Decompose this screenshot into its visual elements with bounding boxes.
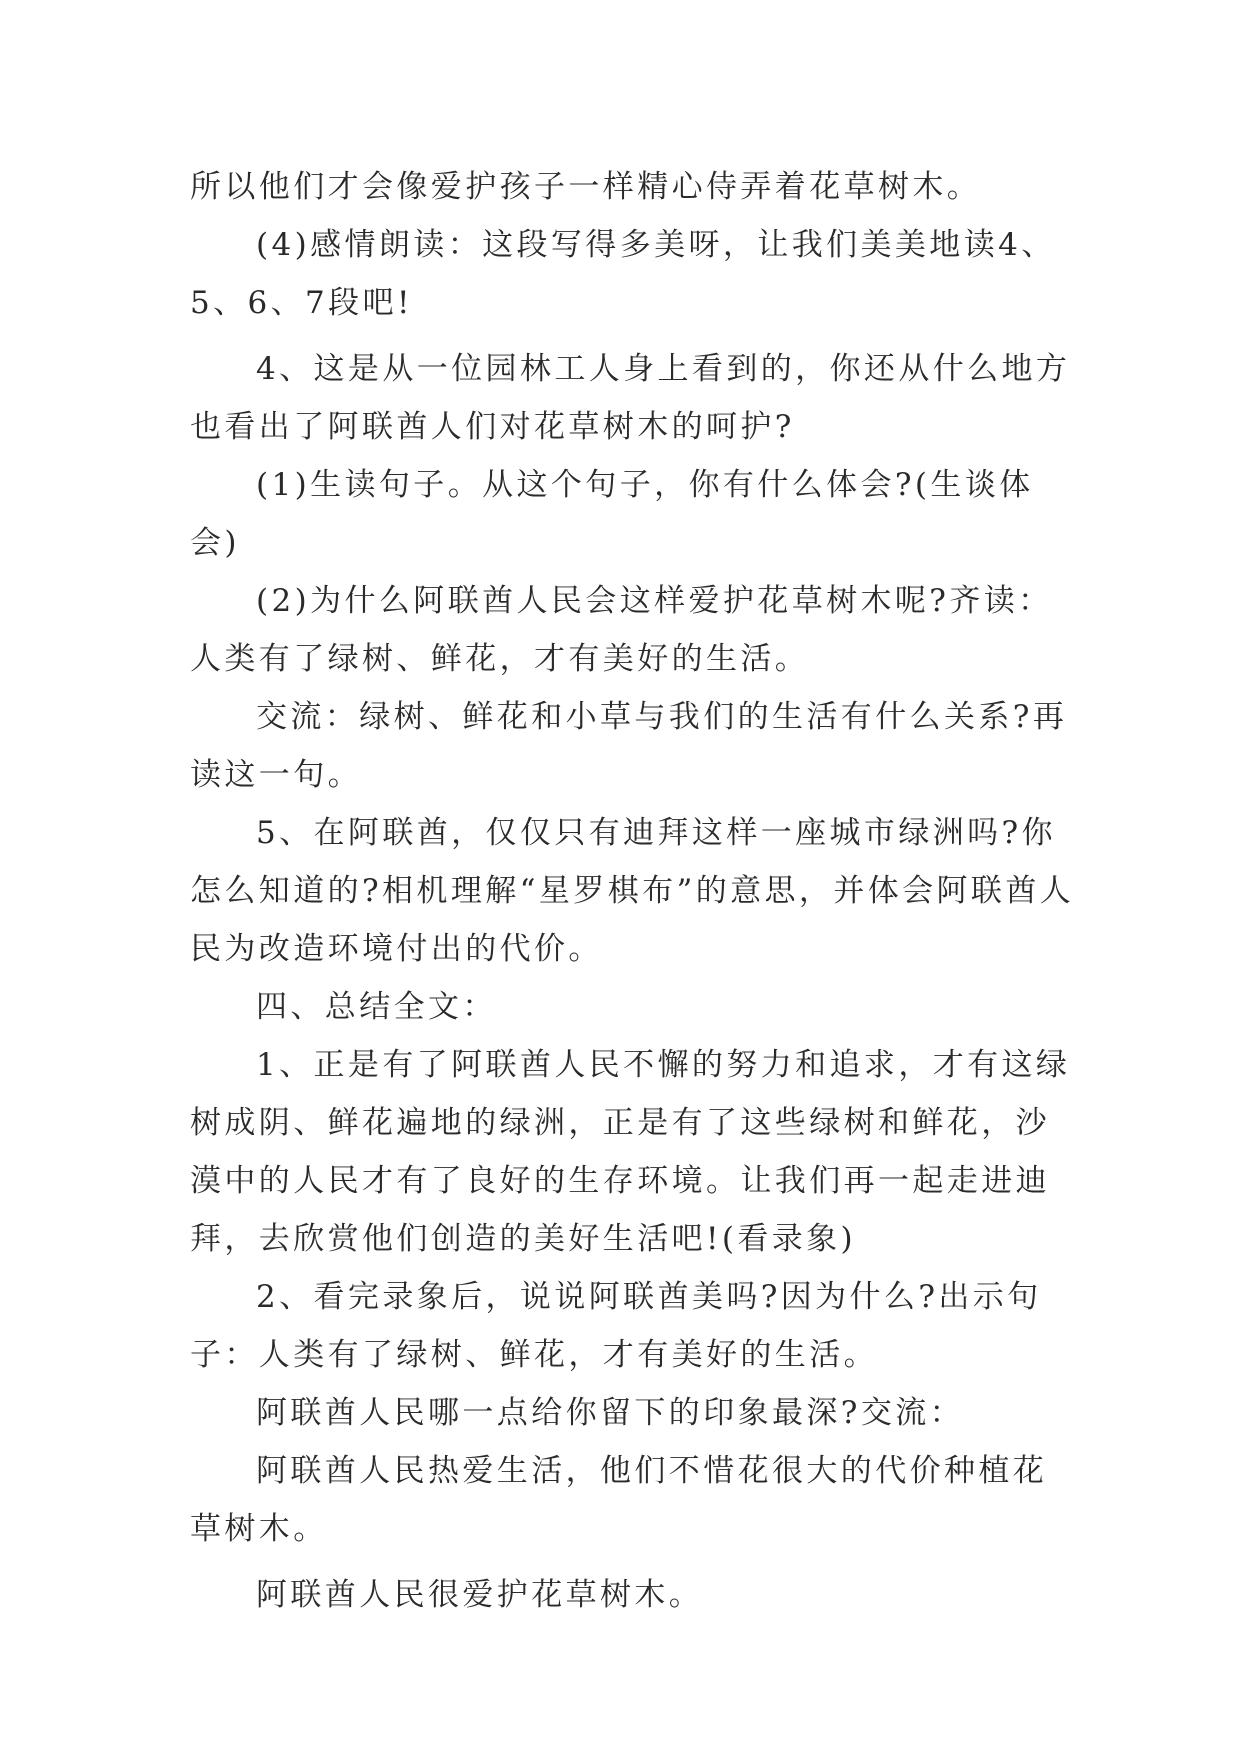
paragraph-12: 阿联酋人民热爱生活，他们不惜花很大的代价种植花草树木。 (190, 1453, 1048, 1547)
paragraph-5: (2)为什么阿联酋人民会这样爱护花草树木呢?齐读：人类有了绿树、鲜花，才有美好的生活。 (190, 583, 1053, 677)
paragraph-7: 5、在阿联酋，仅仅只有迪拜这样一座城市绿洲吗?你怎么知道的?相机理解“星罗棋布”的意思，并体会阿联酋人民为改造环境付出的代价。 (190, 815, 1075, 967)
document-body (190, 158, 1080, 1624)
paragraph-13: 阿联酋人民很爱护花草树木。 (256, 1577, 704, 1613)
paragraph-3: 4、这是从一位园林工人身上看到的，你还从什么地方也看出了阿联酋人们对花草树木的呵护? (190, 351, 1071, 445)
paragraph-11: 阿联酋人民哪一点给你留下的印象最深?交流： (256, 1395, 965, 1431)
paragraph-10: 2、看完录象后，说说阿联酋美吗?因为什么?出示句子：人类有了绿树、鲜花，才有美好的生活。 (190, 1279, 1042, 1373)
paragraph-1: 所以他们才会像爱护孩子一样精心侍弄着花草树木。 (190, 169, 982, 205)
paragraph-9: 1、正是有了阿联酋人民不懈的努力和追求，才有这绿树成阴、鲜花遍地的绿洲，正是有了这些绿树和鲜花，沙漠中的人民才有了良好的生存环境。让我们再一起走进迪拜，去欣赏他们创造的美好生活吧!(看录象) (190, 1047, 1071, 1257)
paragraph-2: (4)感情朗读：这段写得多美呀，让我们美美地读4、5、6、7段吧! (190, 227, 1056, 321)
paragraph-6: 交流：绿树、鲜花和小草与我们的生活有什么关系?再读这一句。 (190, 699, 1068, 793)
paragraph-8: 四、总结全文： (256, 989, 497, 1025)
paragraph-4: (1)生读句子。从这个句子，你有什么体会?(生谈体会) (190, 467, 1034, 561)
